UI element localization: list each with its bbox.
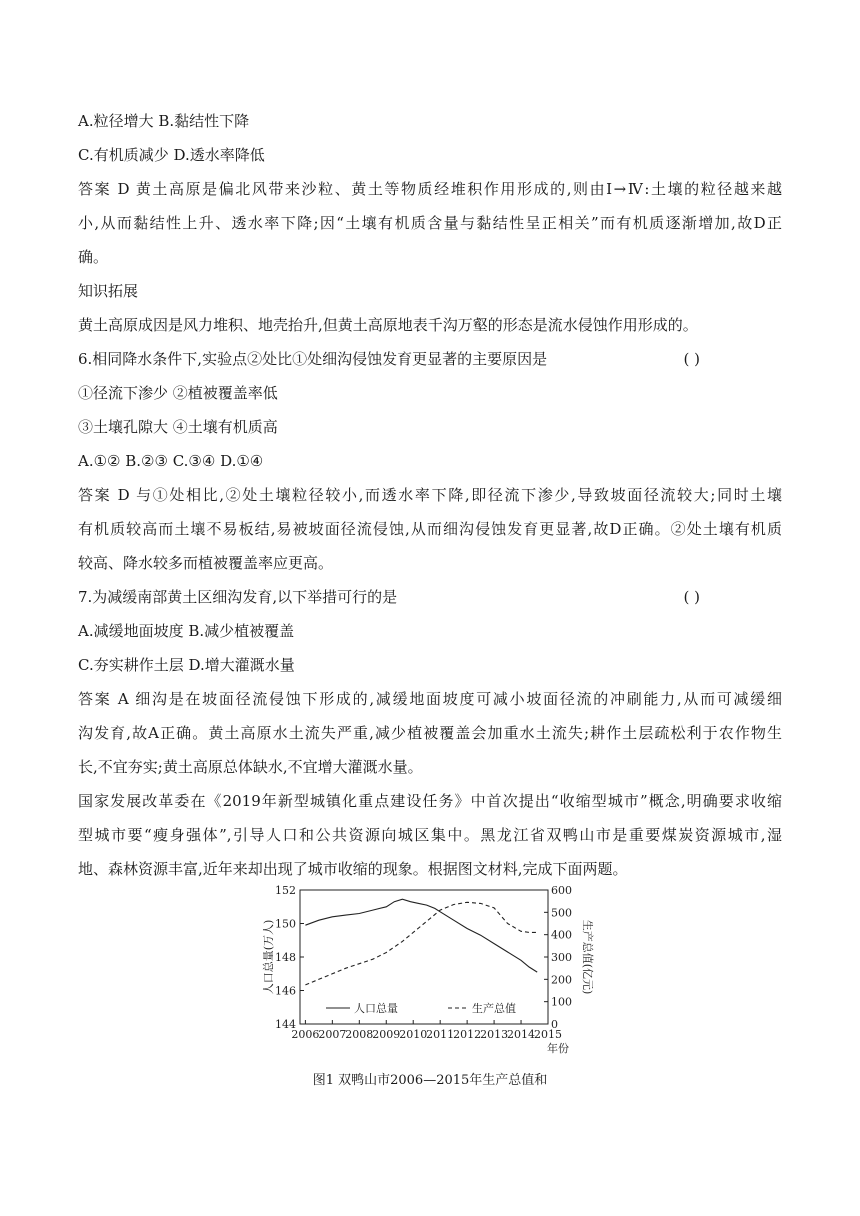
x-tick-label: 2006 [291, 1028, 320, 1041]
option-line: C.夯实耕作土层 D.增大灌溉水量 [78, 656, 295, 674]
x-tick-label: 2011 [426, 1028, 455, 1041]
right-tick-label: 0 [551, 1018, 558, 1031]
option-line: ③土壤孔隙大 ④土壤有机质高 [78, 418, 278, 436]
answer-text: 小,从而黏结性上升、透水率下降;因“土壤有机质含量与黏结性呈正相关”而有机质逐渐增加,故D正 [78, 214, 782, 232]
answer-text: 答案 D 与①处相比,②处土壤粒径较小,而透水率下降,即径流下渗少,导致坡面径流较大;同时土壤 [78, 486, 782, 504]
left-tick-label: 148 [275, 951, 296, 964]
x-tick-label: 2013 [480, 1028, 509, 1041]
answer-text: 较高、降水较多而植被覆盖率应更高。 [78, 554, 334, 572]
x-tick-label: 2015 [534, 1028, 562, 1041]
answer-bracket: ( ) [683, 350, 700, 368]
answer-text: 确。 [78, 248, 109, 266]
population-gdp-chart [264, 878, 604, 1064]
right-axis-label: 生产总值(亿元) [581, 919, 594, 995]
right-tick-label: 400 [551, 928, 572, 942]
left-axis-label: 人口总量(万人) [262, 919, 275, 995]
option-line: C.有机质减少 D.透水率降低 [78, 146, 265, 164]
x-tick-label: 2009 [372, 1028, 401, 1041]
question-text: 7.为减缓南部黄土区细沟发育,以下举措可行的是 [78, 588, 398, 606]
material-text: 型城市要“瘦身强体”,引导人口和公共资源向城区集中。黑龙江省双鸭山市是重要煤炭资源城市,湿 [78, 826, 782, 844]
x-tick-label: 2008 [345, 1028, 374, 1041]
right-tick-label: 200 [551, 973, 572, 987]
answer-text: 答案 D 黄土高原是偏北风带来沙粒、黄土等物质经堆积作用形成的,则由Ⅰ→Ⅳ:土壤的粒径越来越 [78, 180, 782, 198]
x-tick-label: 2007 [318, 1028, 347, 1041]
population-line [305, 899, 537, 972]
x-tick-label: 2014 [507, 1028, 536, 1041]
option-line: ①径流下渗少 ②植被覆盖率低 [78, 384, 278, 402]
answer-text: 沟发育,故A正确。黄土高原水土流失严重,减少植被覆盖会加重水土流失;耕作土层疏松利于农作物生 [78, 724, 782, 742]
extension-text: 黄土高原成因是风力堆积、地壳抬升,但黄土高原地表千沟万壑的形态是流水侵蚀作用形成的。 [78, 316, 698, 334]
x-tick-label: 2010 [399, 1028, 428, 1041]
x-axis-label: 年份 [547, 1042, 569, 1055]
answer-text: 答案 A 细沟是在坡面径流侵蚀下形成的,减缓地面坡度可减小坡面径流的冲刷能力,从而可减缓细 [78, 690, 782, 708]
answer-text: 长,不宜夯实;黄土高原总体缺水,不宜增大灌溉水量。 [78, 758, 423, 776]
option-line: A.粒径增大 B.黏结性下降 [78, 112, 250, 130]
left-tick-label: 152 [275, 884, 296, 897]
right-tick-label: 300 [551, 951, 572, 964]
material-text: 地、森林资源丰富,近年来却出现了城市收缩的现象。根据图文材料,完成下面两题。 [78, 860, 628, 878]
option-line: A.减缓地面坡度 B.减少植被覆盖 [78, 622, 295, 640]
right-tick-label: 600 [551, 884, 572, 897]
answer-bracket: ( ) [683, 588, 700, 606]
figure-caption: 图1 双鸭山市2006—2015年生产总值和 [312, 1073, 548, 1088]
question-text: 6.相同降水条件下,实验点②处比①处细沟侵蚀发育更显著的主要原因是 [78, 350, 548, 368]
legend-population-label: 人口总量 [354, 1002, 398, 1015]
answer-text: 有机质较高而土壤不易板结,易被坡面径流侵蚀,从而细沟侵蚀发育更显著,故D正确。②处土壤有机质 [78, 520, 782, 538]
option-line: A.①② B.②③ C.③④ D.①④ [78, 452, 264, 470]
left-tick-label: 146 [275, 984, 296, 998]
gdp-line [305, 902, 537, 985]
left-tick-label: 144 [275, 1018, 296, 1031]
legend-gdp-label: 生产总值 [472, 1002, 516, 1015]
right-tick-label: 100 [551, 995, 572, 1009]
material-text: 国家发展改革委在《2019年新型城镇化重点建设任务》中首次提出“收缩型城市”概念,明确要求收缩 [78, 792, 782, 810]
x-tick-label: 2012 [453, 1028, 482, 1041]
section-heading: 知识拓展 [78, 282, 139, 300]
question-6-stem [78, 348, 782, 370]
right-tick-label: 500 [551, 906, 572, 920]
question-7-stem [78, 586, 782, 608]
left-tick-label: 150 [275, 917, 296, 931]
